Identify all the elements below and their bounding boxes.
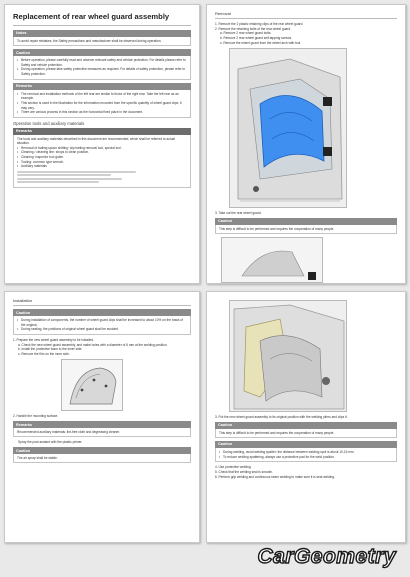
tools-item: • Tooling: common type wrench. xyxy=(17,160,187,165)
step: 3. Take out the rear wheel guard. xyxy=(215,211,262,216)
notes-text: To avoid repair mistakes, the Safety precautions and manufacturer shall be observed during operation. xyxy=(13,37,191,46)
installation-illustration xyxy=(229,300,347,412)
remarks-bar: Remarks xyxy=(13,421,191,428)
caution-bar: Caution xyxy=(13,447,191,454)
tools-intro: The tools and auxiliary materials described in this document are recommended, which shall be referred to actual situation. xyxy=(17,136,176,146)
document-page-1 xyxy=(4,4,200,284)
step: b. Remove 2 rear wheel guard self-tapping screws. xyxy=(220,35,292,40)
document-page-2 xyxy=(206,4,406,284)
section-header: Installation xyxy=(13,298,191,306)
tools-item: • Cleaning: inspector tool guide. xyxy=(17,155,187,160)
text-lines xyxy=(17,171,187,184)
tools-item: • Auxiliary materials xyxy=(17,164,187,169)
step: 1. Remove the 2 plastic retaining clips of the rear wheel guard. xyxy=(215,22,304,26)
watermark-text: CarGeometry xyxy=(257,545,396,568)
step: 2. Remove the retaining bolts of the rear wheel guard. xyxy=(215,26,292,31)
section-header: Removal xyxy=(215,11,397,19)
caution-item: • To reduce welding spattering, always use a protective pad for the weld position. xyxy=(219,455,393,460)
step: b. Install the protective foam to the inner side. xyxy=(18,347,83,352)
step: 2. Handle the mounting surface. xyxy=(13,414,59,419)
caution-bar: Caution xyxy=(215,422,397,429)
step: c. Remove the wheel guard from the wheel arch with tool. xyxy=(220,40,302,45)
document-page-4 xyxy=(206,291,406,543)
step: 3. Put the new wheel guard assembly to its original position with the welding pliers and clips it. xyxy=(215,415,348,419)
step: a. Remove 2 rear wheel guard bolts. xyxy=(220,31,272,36)
wheel-guard-removal-illustration xyxy=(229,48,347,208)
remarks-box xyxy=(13,90,191,118)
caution-item: • During operation, please take safety protective measures as required. For details of safety protection, please refer to Safety protection. xyxy=(17,67,187,76)
caution-text: This step is difficult to be performed and requires the cooperation of many people. xyxy=(215,429,397,438)
caution-item: • During installation of components, the number of wheel guard clips shall be increased to about 10% on the basis of the original. xyxy=(17,318,187,327)
notes-bar: Notes xyxy=(13,30,191,37)
document-page-3 xyxy=(4,291,200,543)
caution-bar: Caution xyxy=(13,49,191,56)
step: 4. Use protective welding. xyxy=(215,465,252,470)
caution-box xyxy=(215,448,397,462)
tools-box xyxy=(13,135,191,188)
caution-bar: Caution xyxy=(215,441,397,448)
caution-item: • During sealing, the positions of original wheel guard shall be avoided. xyxy=(17,327,187,332)
remarks-item: • This section is used in the illustration for the information recorded from the specific quantity of wheel guard clips; it may vary. xyxy=(17,101,187,110)
wheel-arch-illustration xyxy=(230,49,347,208)
remarks-bar: Remarks xyxy=(13,83,191,90)
guard-figure-illustration xyxy=(222,238,323,283)
step: Spray the post-sealant with the plastic primer. xyxy=(18,440,83,445)
remarks-text: Recommended auxiliary materials: lint-free cloth and degreasing cleaner. xyxy=(13,428,191,437)
tools-item: • Cleaning / cleaning line: shops to clean position. xyxy=(17,150,187,155)
cargeometry-logo xyxy=(257,545,396,569)
wheel-arch-install-illustration xyxy=(230,301,347,412)
caution-item: • Before operation, please carefully read and observe relevant safety and vehicle protection. For details please refer to Safety and vehicle protection. xyxy=(17,58,187,67)
tools-remarks-bar: Remarks xyxy=(13,128,191,135)
step: 1. Prepare the new wheel guard assembly to be installed. xyxy=(13,337,94,342)
step: 5. Check that the welding seal is smooth. xyxy=(215,469,273,474)
caution-text: The air spray shall be stable. xyxy=(13,454,191,463)
caution-box xyxy=(13,316,191,335)
step: 6. Perform grip welding and continuous seam welding to make sure it is seal welding. xyxy=(215,474,335,479)
caution-bar: Caution xyxy=(13,309,191,316)
step: a. Check the new wheel guard assembly, and make holes with a diameter of 6 mm at the welding position. xyxy=(18,342,168,347)
caution-item: • During welding, avoid welding spatter; the distance between welding spot is about 10-15 mm. xyxy=(219,450,393,455)
guard-shape-illustration xyxy=(62,360,123,411)
remarks-item: • There are various process in this section as the horizontal fixed place in the document. xyxy=(17,110,187,115)
new-guard-illustration xyxy=(61,359,123,411)
remarks-item: • The removal and installation methods of the left rear are similar to those of the right rear. Take the left rear as an example. xyxy=(17,92,187,101)
caution-box xyxy=(13,56,191,80)
page-title: Replacement of rear wheel guard assembly xyxy=(13,13,191,26)
caution-text: This step is difficult to be performed and requires the cooperation of many people. xyxy=(215,225,397,234)
removed-guard-illustration xyxy=(221,237,323,283)
tools-section-label: Operation tools and auxiliary materials xyxy=(13,120,85,126)
step: c. Remove the film on the inner side. xyxy=(18,351,70,356)
tools-item: • Removal of trailing spoon shifting: clip trailing removal tool, special tool. xyxy=(17,146,187,151)
caution-bar: Caution xyxy=(215,218,397,225)
